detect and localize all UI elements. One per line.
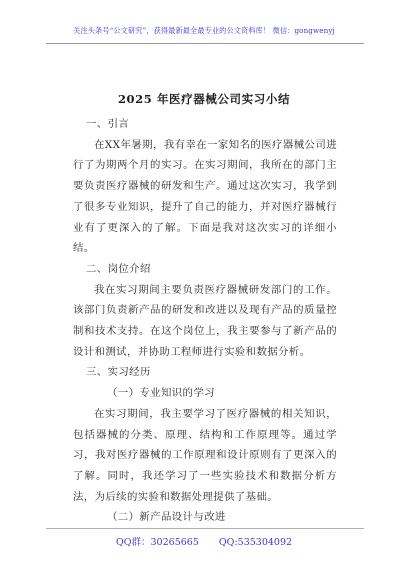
paragraph-knowledge: 在实习期间，我主要学习了医疗器械的相关知识，包括器械的分类、原理、结构和工作原理等。通过学习，我对医疗器械的工作原理和设计原则有了更深入的了解。同时，我还学习了一些实验技术和数据分析方法，为后续的实验和数据处理提供了基础。 <box>73 407 337 503</box>
paragraph-intro: 在XX年暑期，我有幸在一家知名的医疗器械公司进行了为期两个月的实习。在实习期间，我所在的部门主要负责医疗器械的研发和生产。通过这次实习，我学到了很多专业知识，提升了自己的能力，并对医疗器械行业有了更深入的了解。下面是我对这次实习的详细小结。 <box>73 138 337 255</box>
section-heading-position: 二、岗位介绍 <box>86 262 151 275</box>
section-heading-experience: 三、实习经历 <box>86 366 151 379</box>
footer-divider <box>46 528 364 529</box>
header-banner: 关注头条号“公文研究”，获得最新最全最专业的公文资料库！ 微信：gongwenyj <box>73 26 335 35</box>
footer-contact <box>0 534 408 548</box>
header-divider <box>46 43 364 44</box>
sub-heading-knowledge: （一）专业知识的学习 <box>107 387 215 400</box>
section-heading-intro: 一、引言 <box>86 118 130 130</box>
document-body <box>73 114 337 528</box>
paragraph-position: 我在实习期间主要负责医疗器械研发部门的工作。该部门负责新产品的研发和改进以及现有产品的质量控制和技术支持。在这个岗位上，我主要参与了新产品的设计和测试，并协助工程师进行实验和数据分析。 <box>73 283 337 358</box>
footer-qq-group: QQ群：30265665 <box>115 537 199 548</box>
sub-heading-new-product: （二）新产品设计与改进 <box>107 511 226 524</box>
document-title: 2025 年医疗器械公司实习小结 <box>117 92 291 106</box>
footer-qq-number: QQ:535304092 <box>218 537 293 548</box>
